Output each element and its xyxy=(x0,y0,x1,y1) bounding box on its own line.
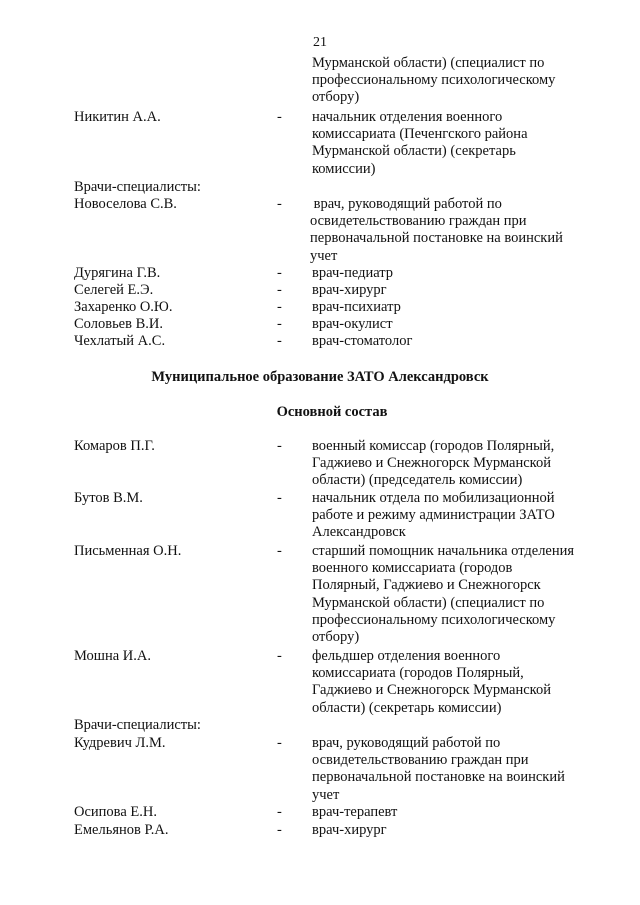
dash: - xyxy=(277,543,282,559)
member-name: Никитин А.А. xyxy=(74,109,161,125)
member-role xyxy=(312,109,528,178)
role-line: профессиональному психологическому xyxy=(312,72,556,89)
dash: - xyxy=(277,438,282,454)
doctor-name: Емельянов Р.А. xyxy=(74,822,169,838)
role-line: начальник отдела по мобилизационной xyxy=(312,490,555,506)
dash: - xyxy=(277,804,282,820)
doctor-name: Соловьев В.И. xyxy=(74,316,163,332)
role-line: комиссариата (Печенгского района xyxy=(312,126,528,143)
role-line: освидетельствованию граждан при xyxy=(312,752,529,769)
role-line: Мурманской области) (специалист по xyxy=(312,55,545,71)
role-line: области) (секретарь комиссии) xyxy=(312,699,502,716)
specialists-label: Врачи-специалисты: xyxy=(74,717,201,733)
dash: - xyxy=(277,316,282,332)
role-line: Гаджиево и Снежногорск Мурманской xyxy=(312,455,551,472)
member-role xyxy=(312,490,555,542)
dash: - xyxy=(277,196,282,212)
member-role xyxy=(312,438,554,490)
role-line: Гаджиево и Снежногорск Мурманской xyxy=(312,682,551,699)
role-line: Мурманской области) (специалист по xyxy=(312,594,545,611)
doctor-name: Чехлатый А.С. xyxy=(74,333,166,349)
dash: - xyxy=(277,282,282,298)
doctor-name: Осипова Е.Н. xyxy=(74,804,157,820)
doctor-role: врач-окулист xyxy=(312,316,393,332)
dash: - xyxy=(277,490,282,506)
role-line: комиссариата (городов Полярный, xyxy=(312,665,524,682)
member-role xyxy=(312,543,574,646)
member-name: Бутов В.М. xyxy=(74,490,143,506)
doctor-role: врач-стоматолог xyxy=(312,333,413,349)
composition-heading: Основной состав xyxy=(276,404,388,420)
role-line: работе и режиму администрации ЗАТО xyxy=(312,507,555,524)
role-line: начальник отделения военного xyxy=(312,109,503,125)
role-line: врач, руководящий работой по xyxy=(312,735,501,751)
doctor-name: Кудревич Л.М. xyxy=(74,735,166,751)
municipality-heading: Муниципальное образование ЗАТО Александровск xyxy=(151,369,489,385)
doctor-role: врач-хирург xyxy=(312,282,387,298)
doctor-name: Дурягина Г.В. xyxy=(74,265,161,281)
dash: - xyxy=(277,735,282,751)
doctor-role xyxy=(312,735,565,804)
role-line: первоначальной постановке на воинский xyxy=(310,230,563,247)
role-line: фельдшер отделения военного xyxy=(312,648,501,664)
doctor-role: врач-терапевт xyxy=(312,804,398,820)
member-name: Письменная О.Н. xyxy=(74,543,182,559)
member-role xyxy=(312,648,551,717)
role-line: отбору) xyxy=(312,89,360,106)
doctor-role: врач-психиатр xyxy=(312,299,401,315)
dash: - xyxy=(277,109,282,125)
doctor-name: Новоселова С.В. xyxy=(74,196,177,212)
role-line: Полярный, Гаджиево и Снежногорск xyxy=(312,577,541,594)
role-line: Мурманской области) (секретарь xyxy=(312,143,516,160)
continued-role-text xyxy=(312,55,555,107)
role-line: освидетельствованию граждан при xyxy=(310,213,527,230)
role-line: комиссии) xyxy=(312,160,376,177)
member-name: Мошна И.А. xyxy=(74,648,151,664)
role-line: военный комиссар (городов Полярный, xyxy=(312,438,555,454)
role-line: старший помощник начальника отделения xyxy=(312,543,575,559)
role-line: отбору) xyxy=(312,629,360,646)
page-number: 21 xyxy=(313,35,327,50)
role-line: врач, руководящий работой по xyxy=(310,196,502,212)
doctor-role: врач-хирург xyxy=(312,822,387,838)
role-line: первоначальной постановке на воинский xyxy=(312,769,565,786)
dash: - xyxy=(277,648,282,664)
doctor-role: врач-педиатр xyxy=(312,265,394,281)
dash: - xyxy=(277,265,282,281)
doctor-role xyxy=(310,196,563,265)
specialists-label: Врачи-специалисты: xyxy=(74,179,201,195)
role-line: Александровск xyxy=(312,524,406,541)
dash: - xyxy=(277,299,282,315)
role-line: военного комиссариата (городов xyxy=(312,560,513,577)
doctor-name: Захаренко О.Ю. xyxy=(74,299,173,315)
role-line: профессиональному психологическому xyxy=(312,611,556,628)
dash: - xyxy=(277,822,282,838)
dash: - xyxy=(277,333,282,349)
doctor-name: Селегей Е.Э. xyxy=(74,282,154,298)
member-name: Комаров П.Г. xyxy=(74,438,155,454)
role-line: учет xyxy=(310,247,338,264)
role-line: области) (председатель комиссии) xyxy=(312,472,523,489)
role-line: учет xyxy=(312,786,340,803)
